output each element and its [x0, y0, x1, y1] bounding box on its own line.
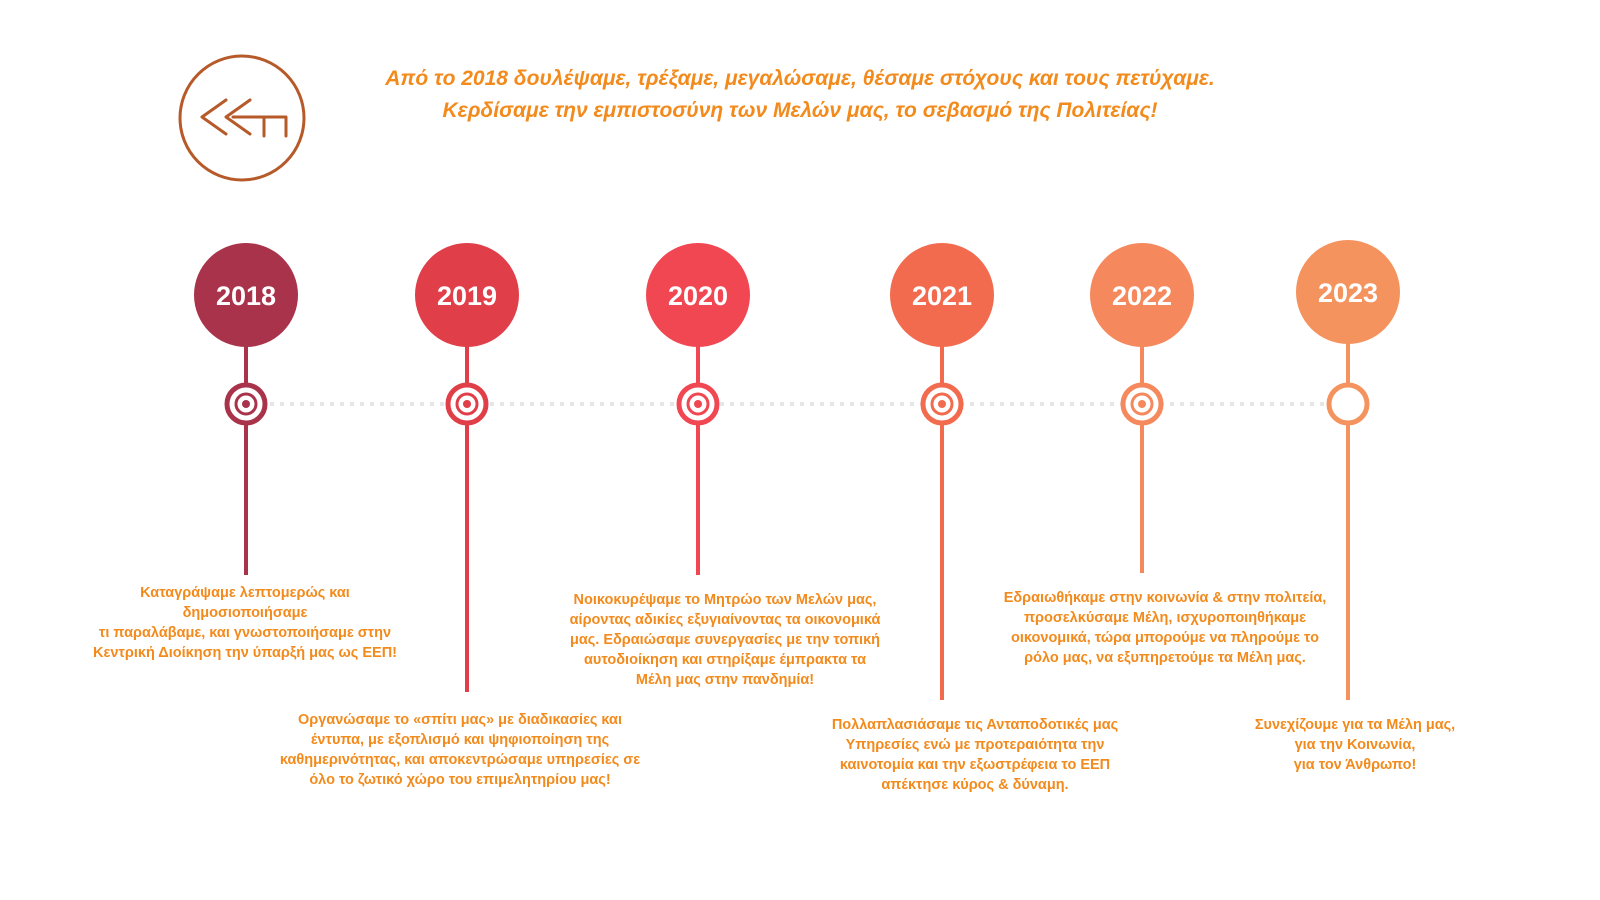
milestone-2021-description: Πολλαπλασιάσαμε τις Ανταποδοτικές μας Υπηρεσίες ενώ με προτεραιότητα την καινοτομία και την εξωστρέφεια το ΕΕΠ απέκτησε κύρος & δύναμη. — [831, 717, 1119, 793]
milestone-2022-description: Εδραιωθήκαμε στην κοινωνία & στην πολιτεία, προσελκύσαμε Μέλη, ισχυροποιηθήκαμε οικονομικά, τώρα μπορούμε να πληρούμε το ρόλο μας, να εξυπηρετούμε τα Μέλη μας. — [1003, 590, 1327, 666]
header-line-2: Κερδίσαμε την εμπιστοσύνη των Μελών μας, το σεβασμό της Πολιτείας! — [442, 99, 1158, 122]
milestone-2018 — [194, 243, 298, 575]
milestone-2020 — [646, 243, 750, 575]
milestone-2019 — [415, 243, 519, 692]
milestone-2023-description: Συνεχίζουμε για τα Μέλη μας, για την Κοινωνία, για τον Άνθρωπο! — [1254, 717, 1456, 773]
year-label: 2021 — [911, 281, 973, 311]
year-label: 2018 — [215, 281, 277, 311]
year-label: 2020 — [667, 281, 729, 311]
header-line-1: Από το 2018 δουλέψαμε, τρέξαμε, μεγαλώσαμε, θέσαμε στόχους και τους πετύχαμε. — [385, 67, 1215, 90]
year-label: 2023 — [1317, 278, 1379, 308]
milestone-2020-description: Νοικοκυρέψαμε το Μητρώο των Μελών μας, αίροντας αδικίες εξυγιαίνοντας τα οικονομικά μας. Εδραιώσαμε συνεργασίες με την τοπική αυτοδιοίκηση και στηρίξαμε έμπρακτα τα Μέλη μας στην πανδημία! — [569, 592, 881, 688]
milestone-2018-description: Καταγράψαμε λεπτομερώς και δημοσιοποιήσαμε τι παραλάβαμε, και γνωστοποιήσαμε στην Κεντρική Διοίκηση την ύπαρξή μας ως ΕΕΠ! — [92, 585, 397, 661]
year-label: 2022 — [1111, 281, 1173, 311]
open-marker — [1329, 385, 1367, 423]
milestone-2022 — [1090, 243, 1194, 573]
year-label: 2019 — [436, 281, 498, 311]
milestone-2019-description: Οργανώσαμε το «σπίτι μας» με διαδικασίες και έντυπα, με εξοπλισμό και ψηφιοποίηση της καθημερινότητας, και αποκεντρώσαμε υπηρεσίες σε όλο το ζωτικό χώρο του επιμελητηρίου μας! — [279, 712, 641, 788]
